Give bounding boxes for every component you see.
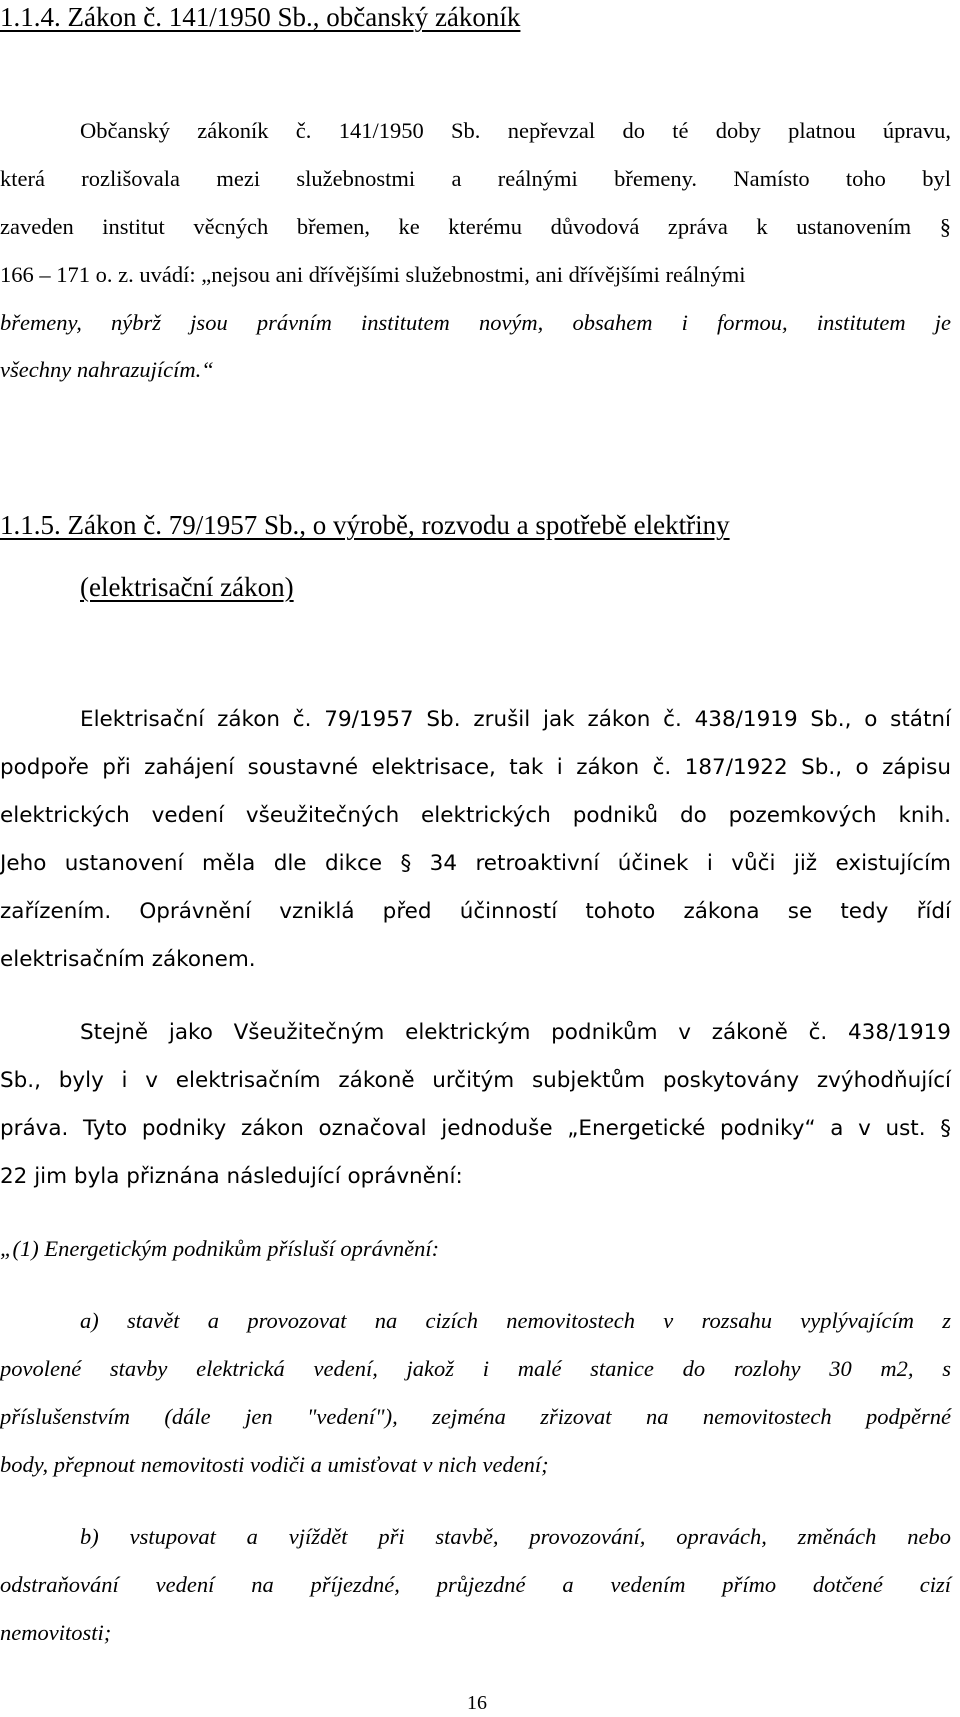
paragraph-line: Občanský zákoník č. 141/1950 Sb. nepřevzal do té doby platnou úpravu,	[80, 118, 951, 143]
paragraph-line: 22 jim byla přiznána následující oprávnění:	[0, 1164, 463, 1189]
paragraph-line: elektrisačním zákonem.	[0, 947, 256, 972]
paragraph-line: břemeny, nýbrž jsou právním institutem novým, obsahem i formou, institutem je	[0, 310, 951, 335]
section-heading-1-1-4: 1.1.4. Zákon č. 141/1950 Sb., občanský zákoník	[0, 2, 521, 32]
quote-item-b-line: odstraňování vedení na příjezdné, průjezdné a vedením přímo dotčené cizí	[0, 1572, 951, 1597]
paragraph-line: Stejně jako Všeužitečným elektrickým podnikům v zákoně č. 438/1919	[80, 1020, 951, 1045]
section-heading-1-1-5: 1.1.5. Zákon č. 79/1957 Sb., o výrobě, rozvodu a spotřebě elektřiny	[0, 510, 730, 540]
paragraph-line: všechny nahrazujícím.“	[0, 357, 214, 382]
paragraph-line: zaveden institut věcných břemen, ke kterému důvodová zpráva k ustanovením §	[0, 214, 951, 239]
quote-item-a-line: body, přepnout nemovitosti vodiči a umisťovat v nich vedení;	[0, 1452, 549, 1477]
quote-item-a-line: a) stavět a provozovat na cizích nemovitostech v rozsahu vyplývajícím z	[80, 1308, 951, 1333]
paragraph-line: Elektrisační zákon č. 79/1957 Sb. zrušil jak zákon č. 438/1919 Sb., o státní	[80, 707, 951, 732]
paragraph-line: práva. Tyto podniky zákon označoval jednoduše „Energetické podniky“ a v ust. §	[0, 1116, 951, 1141]
paragraph-line: elektrických vedení všeužitečných elektrických podniků do pozemkových knih.	[0, 803, 951, 828]
page-number: 16	[467, 1692, 487, 1714]
quote-item-a-line: povolené stavby elektrická vedení, jakož i malé stanice do rozlohy 30 m2, s	[0, 1356, 951, 1381]
paragraph-line: podpoře při zahájení soustavné elektrisace, tak i zákon č. 187/1922 Sb., o zápisu	[0, 755, 951, 780]
paragraph-line	[0, 260, 746, 290]
paragraph-line: Jeho ustanovení měla dle dikce § 34 retroaktivní účinek i vůči již existujícím	[0, 851, 951, 876]
quote-item-b-line: b) vstupovat a vjíždět při stavbě, provozování, opravách, změnách nebo	[80, 1524, 951, 1549]
quote-item-a-line: příslušenstvím (dále jen "vedení"), zejména zřizovat na nemovitostech podpěrné	[0, 1404, 951, 1429]
paragraph-line: která rozlišovala mezi služebnostmi a reálnými břemeny. Namísto toho byl	[0, 166, 951, 191]
paragraph-line: zařízením. Oprávnění vzniklá před účinností tohoto zákona se tedy řídí	[0, 899, 951, 924]
paragraph-line: Sb., byly i v elektrisačním zákoně určitým subjektům poskytovány zvýhodňující	[0, 1068, 951, 1093]
paragraph-line-text: 166 – 171 o. z. uvádí: „nejsou ani dřívějšími služebnostmi, ani dřívějšími reálnými	[0, 262, 746, 287]
section-heading-1-1-5-continued: (elektrisační zákon)	[80, 572, 294, 602]
quote-intro: „(1) Energetickým podnikům přísluší oprávnění:	[0, 1236, 440, 1261]
quote-item-b-line: nemovitosti;	[0, 1620, 112, 1645]
